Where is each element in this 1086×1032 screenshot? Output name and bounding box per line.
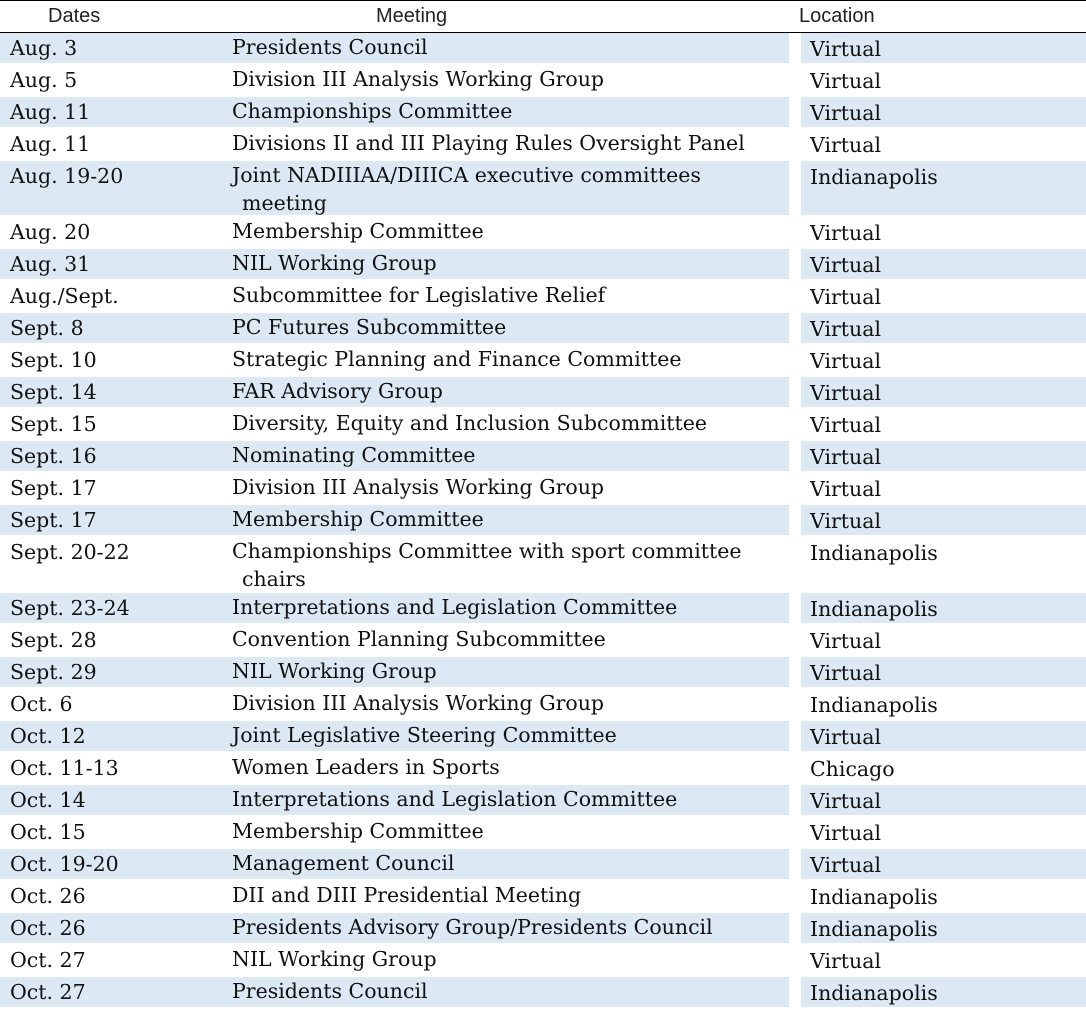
meeting-name: Presidents Council [232,35,428,59]
meeting-name: Convention Planning Subcommittee [232,627,606,651]
cell-date: Oct. 15 [10,820,86,844]
meeting-name: Women Leaders in Sports [232,755,500,779]
cell-date: Aug. 19-20 [0,161,223,215]
meeting-name: Championships Committee [232,99,513,123]
meeting-name: Membership Committee [232,219,484,243]
meeting-name: Subcommittee for Legislative Relief [232,283,606,307]
cell-location: Virtual [810,349,882,373]
table-row [0,313,1086,345]
cell-location: Virtual [801,505,1086,535]
cell-meeting [223,129,789,159]
cell-meeting [223,345,789,375]
cell-date: Aug. 3 [0,33,223,63]
header-dates: Dates [48,5,101,27]
cell-location: Indianapolis [810,693,938,717]
cell-meeting [223,817,789,847]
cell-date: Sept. 14 [0,377,223,407]
cell-date: Sept. 29 [0,657,223,687]
cell-meeting [223,913,789,943]
meeting-name: Membership Committee [232,507,484,531]
cell-date: Oct. 26 [0,913,223,943]
cell-date: Oct. 19-20 [0,849,223,879]
cell-meeting [223,441,789,471]
cell-location: Virtual [801,721,1086,751]
table-row [0,377,1086,409]
table-row [0,817,1086,849]
meeting-name: NIL Working Group [232,251,437,275]
meeting-name: Diversity, Equity and Inclusion Subcommittee [232,411,708,435]
cell-date: Aug. 5 [10,68,78,92]
cell-date: Sept. 16 [0,441,223,471]
cell-date: Sept. 17 [0,505,223,535]
cell-date: Oct. 27 [0,977,223,1007]
meeting-name: NIL Working Group [232,947,437,971]
meeting-name: DII and DIII Presidential Meeting [232,883,582,907]
cell-meeting [223,721,789,751]
table-row [0,505,1086,537]
meeting-name: Division III Analysis Working Group [232,67,605,91]
cell-date: Sept. 23-24 [0,593,223,623]
cell-location: Virtual [801,849,1086,879]
cell-meeting [223,33,789,63]
table-row [0,161,1086,217]
cell-meeting [223,753,789,783]
cell-meeting [223,217,789,247]
cell-location: Virtual [810,477,882,501]
cell-location: Virtual [810,413,882,437]
cell-meeting [223,785,789,815]
cell-meeting [223,657,789,687]
cell-meeting [223,473,789,503]
table-row [0,977,1086,1009]
cell-location: Indianapolis [810,885,938,909]
cell-date: Aug. 20 [10,220,91,244]
meeting-name: Championships Committee with sport committee chairs [232,539,742,591]
meeting-name: NIL Working Group [232,659,437,683]
meeting-name: Interpretations and Legislation Committee [232,787,678,811]
cell-location: Virtual [810,821,882,845]
table-row [0,625,1086,657]
cell-meeting [223,377,789,407]
cell-meeting [223,625,789,655]
cell-meeting [223,249,789,279]
cell-location: Virtual [801,33,1086,63]
cell-date: Sept. 10 [10,348,97,372]
meeting-name: Division III Analysis Working Group [232,475,605,499]
cell-location: Virtual [810,285,882,309]
table-body [0,33,1086,1009]
table-row [0,217,1086,249]
cell-meeting [223,881,789,911]
table-row [0,345,1086,377]
cell-meeting [223,65,789,95]
cell-date: Aug. 31 [0,249,223,279]
cell-meeting [223,281,789,311]
cell-date: Oct. 6 [10,692,73,716]
cell-location: Virtual [801,313,1086,343]
table-row [0,689,1086,721]
cell-location: Virtual [801,785,1086,815]
meeting-name: Division III Analysis Working Group [232,691,605,715]
table-row [0,945,1086,977]
cell-location: Virtual [810,69,882,93]
table-row [0,65,1086,97]
table-row [0,913,1086,945]
cell-date: Sept. 20-22 [10,540,130,564]
table-row [0,129,1086,161]
table-row [0,97,1086,129]
header-location: Location [799,5,875,27]
table-row [0,785,1086,817]
cell-date: Oct. 11-13 [10,756,119,780]
table-row [0,537,1086,593]
cell-meeting [223,161,789,215]
cell-location: Indianapolis [810,541,938,565]
table-row [0,281,1086,313]
cell-location: Virtual [801,657,1086,687]
cell-location: Indianapolis [801,913,1086,943]
table-row [0,473,1086,505]
table-row [0,753,1086,785]
meeting-name: Strategic Planning and Finance Committee [232,347,682,371]
meeting-name: Management Council [232,851,455,875]
meeting-name: Divisions II and III Playing Rules Oversight Panel [232,131,745,155]
cell-location: Virtual [810,133,882,157]
table-row [0,849,1086,881]
table-row [0,657,1086,689]
cell-date: Aug. 11 [0,97,223,127]
cell-meeting [223,593,789,623]
cell-location: Virtual [801,249,1086,279]
table-header [0,0,1086,33]
cell-meeting [223,537,789,591]
header-meeting: Meeting [376,5,448,27]
meeting-name: Membership Committee [232,819,484,843]
cell-meeting [223,97,789,127]
meeting-name: Joint Legislative Steering Committee [232,723,617,747]
meeting-name: FAR Advisory Group [232,379,443,403]
cell-meeting [223,689,789,719]
cell-location: Virtual [801,377,1086,407]
cell-date: Aug. 11 [10,132,91,156]
table-row [0,33,1086,65]
meeting-name: Nominating Committee [232,443,476,467]
cell-location: Virtual [801,441,1086,471]
cell-date: Oct. 27 [10,948,86,972]
cell-meeting [223,409,789,439]
cell-date: Sept. 15 [10,412,97,436]
cell-location: Indianapolis [801,593,1086,623]
cell-meeting [223,977,789,1007]
cell-location: Indianapolis [801,161,1086,215]
cell-meeting [223,313,789,343]
cell-location: Chicago [810,757,895,781]
cell-date: Oct. 12 [0,721,223,751]
cell-meeting [223,849,789,879]
meeting-name: Interpretations and Legislation Committee [232,595,678,619]
cell-date: Sept. 17 [10,476,97,500]
cell-date: Sept. 28 [10,628,97,652]
meeting-name: Presidents Advisory Group/Presidents Council [232,915,713,939]
cell-date: Sept. 8 [0,313,223,343]
cell-location: Virtual [801,97,1086,127]
cell-meeting [223,945,789,975]
cell-date: Aug./Sept. [10,284,119,308]
cell-location: Indianapolis [801,977,1086,1007]
meeting-name: PC Futures Subcommittee [232,315,507,339]
table-row [0,593,1086,625]
cell-location: Virtual [810,221,882,245]
meeting-name: Presidents Council [232,979,428,1003]
table-row [0,249,1086,281]
cell-location: Virtual [810,629,882,653]
table-row [0,881,1086,913]
cell-date: Oct. 14 [0,785,223,815]
table-row [0,721,1086,753]
table-row [0,441,1086,473]
cell-date: Oct. 26 [10,884,86,908]
cell-meeting [223,505,789,535]
meeting-name: Joint NADIIIAA/DIIICA executive committees meeting [232,163,701,215]
table-row [0,409,1086,441]
cell-location: Virtual [810,949,882,973]
